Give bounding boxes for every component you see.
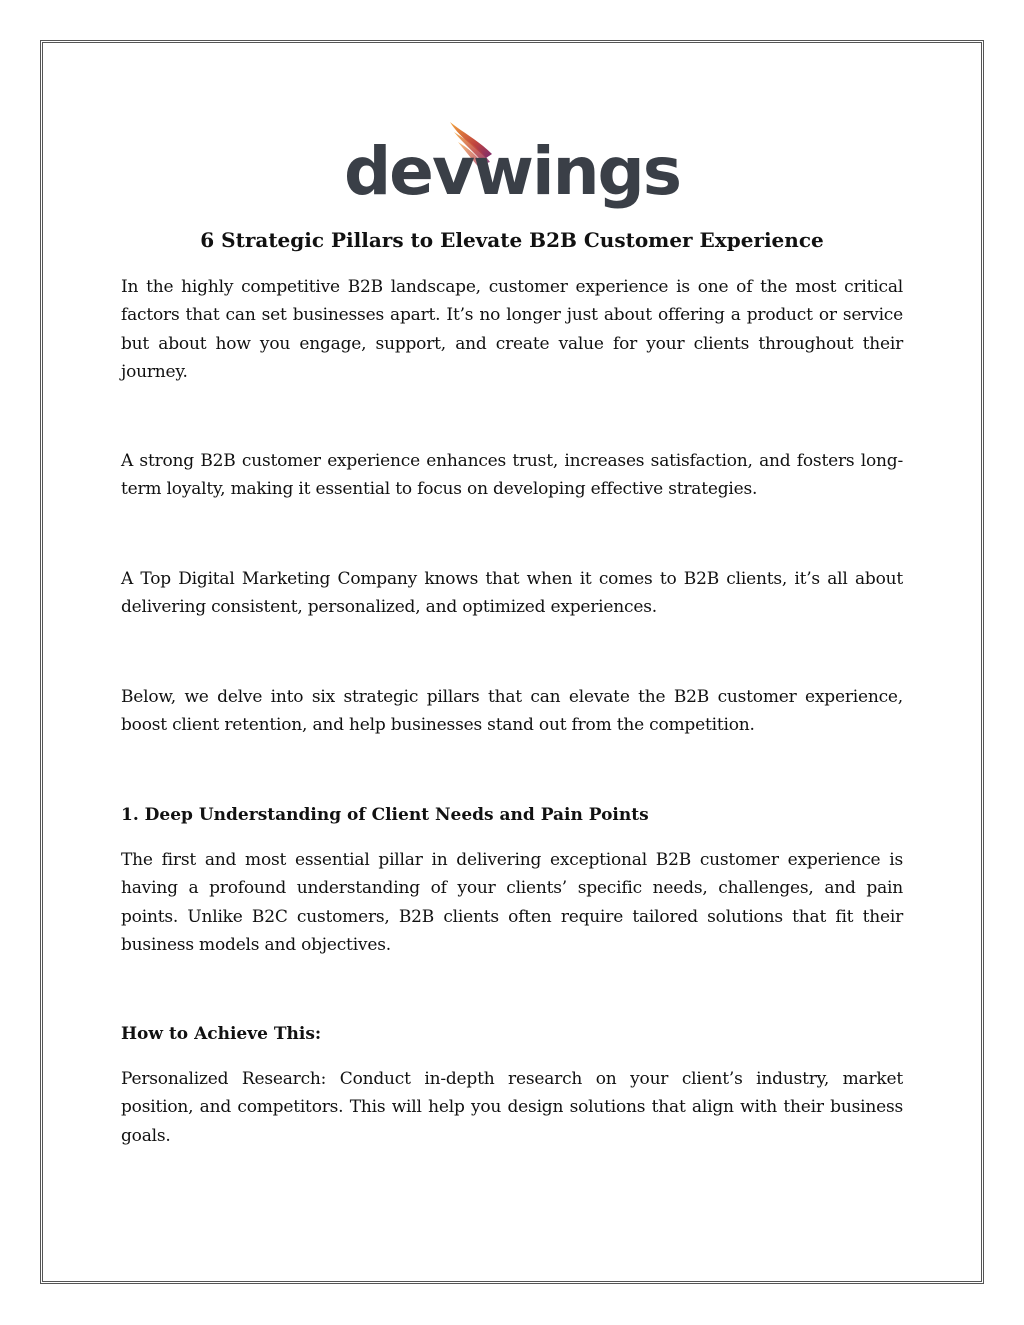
section-heading-1: 1. Deep Understanding of Client Needs and Pain Points (121, 805, 649, 825)
section-1-body: The first and most essential pillar in delivering exceptional B2B customer experience is having a profound understanding of your clients’ specific needs, challenges, and pain points. Unlike B2C customers, B2B clients often require tailored solutions that fit their business models and objectives. (121, 850, 903, 955)
devwings-logo-graphic (343, 118, 681, 210)
how-to-achieve-heading: How to Achieve This: (121, 1024, 322, 1044)
personalized-research-paragraph: Personalized Research: Conduct in-depth research on your client’s industry, market position, and competitors. This will help you design solutions that align with their business goals. (121, 1069, 903, 1146)
document-title: 6 Strategic Pillars to Elevate B2B Customer Experience (200, 228, 824, 252)
pillars-intro-paragraph: Below, we delve into six strategic pillars that can elevate the B2B customer experience, boost client retention, and help businesses stand out from the competition. (121, 687, 903, 736)
trust-paragraph: A strong B2B customer experience enhances trust, increases satisfaction, and fosters long-term loyalty, making it essential to focus on developing effective strategies. (121, 451, 903, 500)
devwings-logo (343, 118, 681, 210)
intro-paragraph: In the highly competitive B2B landscape, customer experience is one of the most critical factors that can set businesses apart. It’s no longer just about offering a product or service but about how you engage, support, and create value for your clients throughout their journey. (121, 277, 903, 382)
logo-text: devwings (343, 133, 681, 210)
agency-paragraph: A Top Digital Marketing Company knows that when it comes to B2B clients, it’s all about delivering consistent, personalized, and optimized experiences. (121, 569, 903, 618)
